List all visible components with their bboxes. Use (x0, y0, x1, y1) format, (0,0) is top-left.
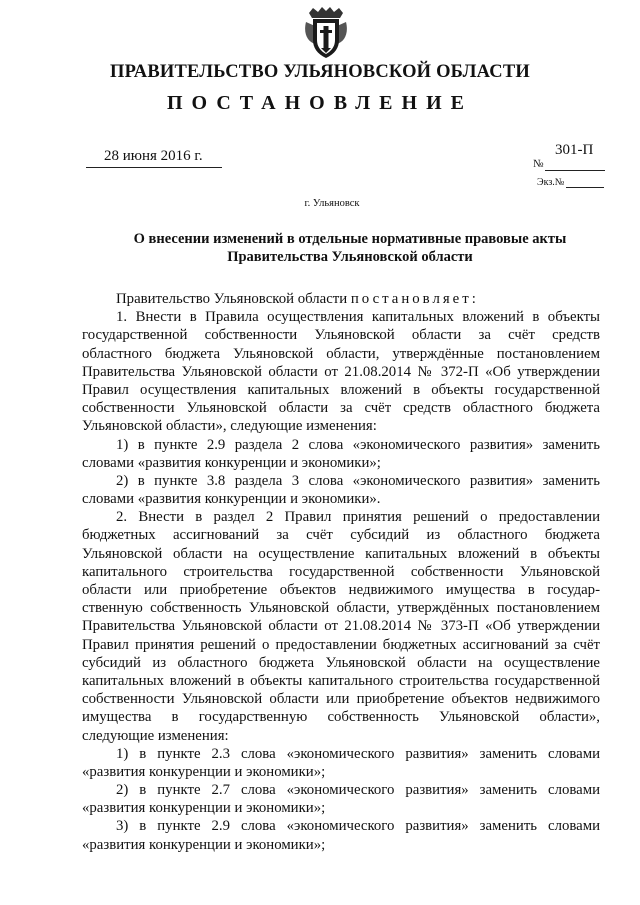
date-underline (86, 167, 222, 168)
resolution-subject (60, 230, 640, 266)
list-item-line: «развития конкуренции и экономики»; (82, 836, 326, 853)
list-item-line: «развития конкуренции и экономики»; (82, 763, 326, 780)
list-item-line: словами «развития конкуренции и экономики». (82, 491, 381, 508)
paragraph-line: имущества в государственную собственность Ульяновской области», (82, 709, 600, 726)
paragraph-line: капитальных вложений в объекты капитального строительства государственной (82, 672, 600, 689)
paragraph-line: субсидий из областного бюджета Ульяновской области на осуществление (82, 654, 600, 671)
paragraph-line: собственности Ульяновской области или приобретение объектов недвижимого (82, 691, 600, 708)
paragraph-line: Правительства Ульяновской области от 21.08.2014 № 373-П «Об утверждении (82, 618, 600, 635)
list-item-line: 3) в пункте 2.9 слова «экономического развития» заменить словами (116, 818, 600, 835)
intro-prefix: Правительство Ульяновской области (116, 291, 348, 307)
document-number: 301-П (555, 142, 594, 158)
copy-number-label: Экз.№ (537, 177, 565, 188)
paragraph-line: Правил принятия решений о предоставлении бюджетных ассигнований за счёт (82, 636, 600, 653)
list-item-line: 2) в пункте 3.8 раздела 3 слова «экономического развития» заменить (116, 472, 600, 489)
subject-line: Правительства Ульяновской области (227, 249, 473, 265)
government-title: ПРАВИТЕЛЬСТВО УЛЬЯНОВСКОЙ ОБЛАСТИ (110, 62, 530, 82)
subject-line: О внесении изменений в отдельные нормативные правовые акты (133, 231, 567, 247)
city-name: г. Ульяновск (304, 198, 360, 209)
copy-number-underline (566, 187, 604, 188)
paragraph-line: капитального строительства государственной собственности Ульяновской (82, 563, 600, 580)
paragraph-line: Правительства Ульяновской области от 21.08.2014 № 372-П «Об утверждении (82, 363, 600, 380)
resolution-body (82, 290, 600, 854)
list-item-line: 2) в пункте 2.7 слова «экономического развития» заменить словами (116, 782, 600, 799)
list-item-line: словами «развития конкуренции и экономики»; (82, 454, 381, 471)
document-date: 28 июня 2016 г. (104, 148, 203, 164)
document-type-title: ПОСТАНОВЛЕНИЕ (167, 92, 473, 114)
list-item-line: «развития конкуренции и экономики»; (82, 800, 326, 817)
paragraph-line: 2. Внести в раздел 2 Правил принятия решений о предоставлении (116, 509, 600, 526)
paragraph-line: 1. Внести в Правила осуществления капитальных вложений в объекты (116, 309, 600, 326)
paragraph-line: ственную собственность Ульяновской области, утверждённых постановлением (82, 600, 600, 617)
paragraph-line: областного бюджета Ульяновской области, утверждённые постановлением (82, 345, 600, 362)
paragraph-line: собственности Ульяновской области за счёт средств областного бюджета (82, 400, 600, 417)
paragraph-line: Ульяновской области», следующие изменения: (82, 418, 377, 435)
intro-line (82, 290, 600, 308)
paragraph-line: области или приобретение объектов недвижимого имущества в государ- (82, 582, 600, 598)
intro-decree-word: постановляет: (350, 291, 479, 307)
paragraph-line: следующие изменения: (82, 727, 229, 744)
paragraph-line: Ульяновской области на осуществление капитальных вложений в объекты (82, 545, 600, 562)
number-underline (545, 170, 605, 171)
list-item-line: 1) в пункте 2.3 слова «экономического развития» заменить словами (116, 745, 600, 762)
paragraph-line: Правил осуществления капитальных вложений в объекты государственной (82, 381, 600, 398)
list-item-line: 1) в пункте 2.9 раздела 2 слова «экономического развития» заменить (116, 436, 600, 453)
paragraph-line: государственной собственности Ульяновской области за счёт средств (82, 327, 600, 344)
number-sign: № (533, 158, 544, 170)
coat-of-arms-emblem (305, 4, 347, 60)
paragraph-line: бюджетных ассигнований за счёт субсидий из областного бюджета (82, 527, 600, 544)
